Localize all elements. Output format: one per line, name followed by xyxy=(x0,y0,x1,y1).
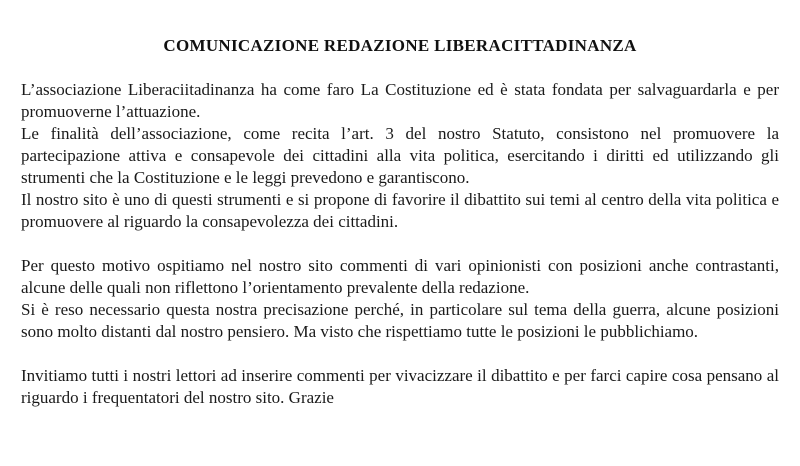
paragraph: Le finalità dell’associazione, come recita l’art. 3 del nostro Statuto, consistono nel promuovere la partecipazione attiva e consapevole dei cittadini alla vita politica, esercitando i diritti ed utilizzando gli strumenti che la Costituzione e le leggi prevedono e garantiscono. xyxy=(21,124,779,187)
paragraph: Il nostro sito è uno di questi strumenti e si propone di favorire il dibattito sui temi al centro della vita politica e promuovere al riguardo la consapevolezza dei cittadini. xyxy=(21,190,779,231)
paragraph-block-invitation xyxy=(21,365,779,409)
document-title: COMUNICAZIONE REDAZIONE LIBERACITTADINANZA xyxy=(163,36,637,55)
paragraph: Invitiamo tutti i nostri lettori ad inserire commenti per vivacizzare il dibattito e per farci capire cosa pensano al riguardo i frequentatori del nostro sito. Grazie xyxy=(21,366,779,407)
paragraph: Si è reso necessario questa nostra precisazione perché, in particolare sul tema della guerra, alcune posizioni sono molto distanti dal nostro pensiero. Ma visto che rispettiamo tutte le posizioni le pubblichiamo. xyxy=(21,300,779,341)
paragraph-block-positions xyxy=(21,255,779,343)
paragraph-block-intro xyxy=(21,79,779,233)
paragraph: L’associazione Liberaciitadinanza ha come faro La Costituzione ed è stata fondata per salvaguardarla e per promuoverne l’attuazione. xyxy=(21,80,779,121)
document-body xyxy=(21,79,779,409)
paragraph: Per questo motivo ospitiamo nel nostro sito commenti di vari opinionisti con posizioni anche contrastanti, alcune delle quali non riflettono l’orientamento prevalente della redazione. xyxy=(21,256,779,297)
